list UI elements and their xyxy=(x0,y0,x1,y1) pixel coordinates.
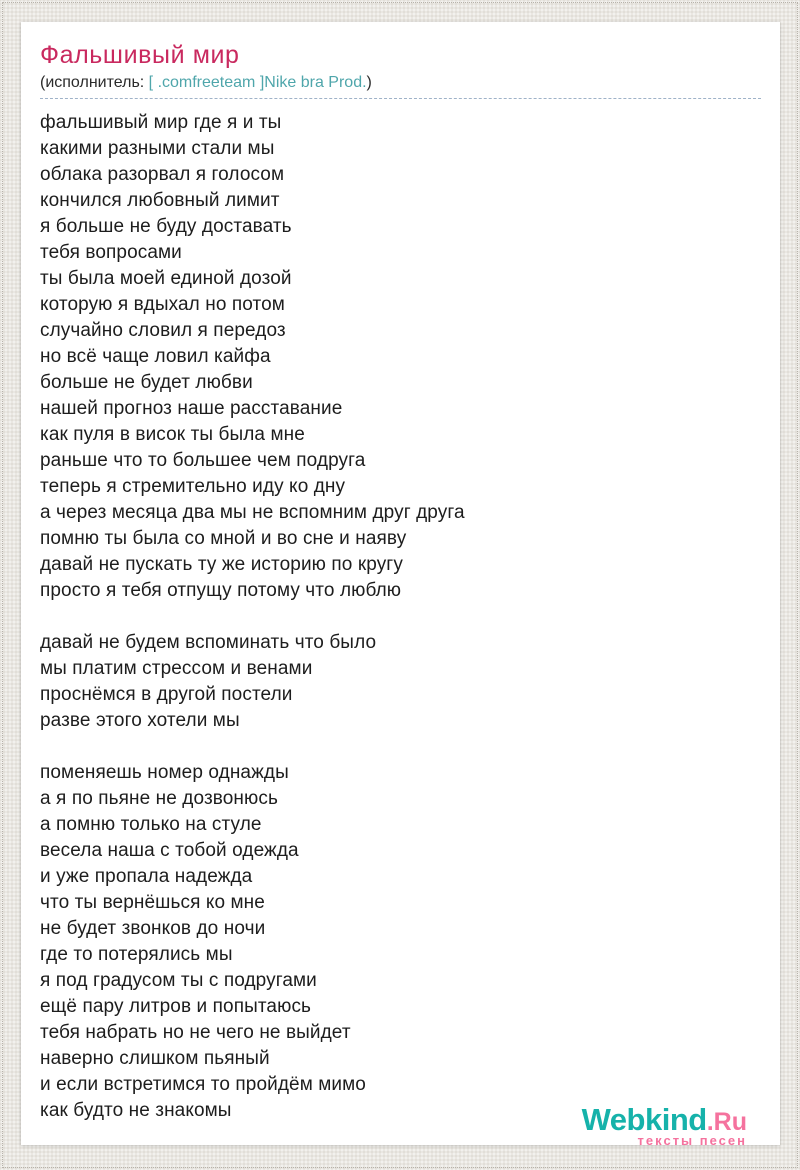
lyric-line: а через месяца два мы не вспомним друг друга xyxy=(40,502,465,523)
lyric-line: где то потерялись мы xyxy=(40,944,233,965)
webkind-logo[interactable] xyxy=(582,1104,747,1147)
lyric-line: просто я тебя отпущу потому что люблю xyxy=(40,580,402,601)
lyric-line: наверно слишком пьяный xyxy=(40,1048,270,1069)
lyric-line: которую я вдыхал но потом xyxy=(40,294,285,315)
lyric-line: и уже пропала надежда xyxy=(40,866,253,887)
lyric-line: больше не будет любви xyxy=(40,372,253,393)
lyric-line: не будет звонков до ночи xyxy=(40,918,266,939)
lyric-line: нашей прогноз наше расставание xyxy=(40,398,343,419)
lyric-line: давай не пускать ту же историю по кругу xyxy=(40,554,403,575)
lyric-line: раньше что то большее чем подруга xyxy=(40,450,366,471)
webkind-brand-name: Webkind xyxy=(581,1102,707,1137)
lyric-line: как будто не знакомы xyxy=(40,1100,232,1121)
lyric-line: ещё пару литров и попытаюсь xyxy=(40,996,312,1017)
lyric-line: помню ты была со мной и во сне и наяву xyxy=(40,528,407,549)
lyric-line: я больше не буду доставать xyxy=(40,216,292,237)
lyric-line: ты была моей единой дозой xyxy=(40,268,292,289)
lyric-line: как пуля в висок ты была мне xyxy=(40,424,305,445)
artist-suffix: ) xyxy=(366,74,372,91)
lyric-line: фальшивый мир где я и ты xyxy=(40,112,282,133)
webkind-logo-text xyxy=(582,1104,747,1135)
lyric-line: и если встретимся то пройдём мимо xyxy=(40,1074,366,1095)
lyric-line: случайно словил я передоз xyxy=(40,320,286,341)
lyric-line: что ты вернёшься ко мне xyxy=(40,892,265,913)
artist-link[interactable]: [ .comfreeteam ]Nike bra Prod. xyxy=(148,74,367,91)
lyrics xyxy=(40,110,761,1124)
lyric-line: а я по пьяне не дозвонюсь xyxy=(40,788,278,809)
lyric-line: мы платим стрессом и венами xyxy=(40,658,313,679)
lyric-line: облака разорвал я голосом xyxy=(40,164,285,185)
lyric-line: тебя набрать но не чего не выйдет xyxy=(40,1022,351,1043)
webkind-tagline: тексты песен xyxy=(637,1133,747,1148)
lyric-line: разве этого хотели мы xyxy=(40,710,240,731)
artist-line xyxy=(40,73,761,99)
lyric-line: я под градусом ты с подругами xyxy=(40,970,317,991)
lyric-line: давай не будем вспоминать что было xyxy=(40,632,377,653)
stanza-gap xyxy=(40,734,761,760)
lyric-line: весела наша с тобой одежда xyxy=(40,840,299,861)
lyric-line: поменяешь номер однажды xyxy=(40,762,289,783)
lyric-line: проснёмся в другой постели xyxy=(40,684,293,705)
content-card xyxy=(21,22,780,1148)
lyric-line: какими разными стали мы xyxy=(40,138,275,159)
lyric-line: тебя вопросами xyxy=(40,242,182,263)
lyric-line: а помню только на стуле xyxy=(40,814,262,835)
webkind-brand-suffix: .Ru xyxy=(706,1108,747,1136)
page-title: Фальшивый мир xyxy=(40,41,240,69)
lyric-line: кончился любовный лимит xyxy=(40,190,280,211)
lyric-line: теперь я стремительно иду ко дну xyxy=(40,476,346,497)
lyric-line: но всё чаще ловил кайфа xyxy=(40,346,271,367)
artist-label: (исполнитель: xyxy=(40,74,149,91)
stanza-gap xyxy=(40,604,761,630)
